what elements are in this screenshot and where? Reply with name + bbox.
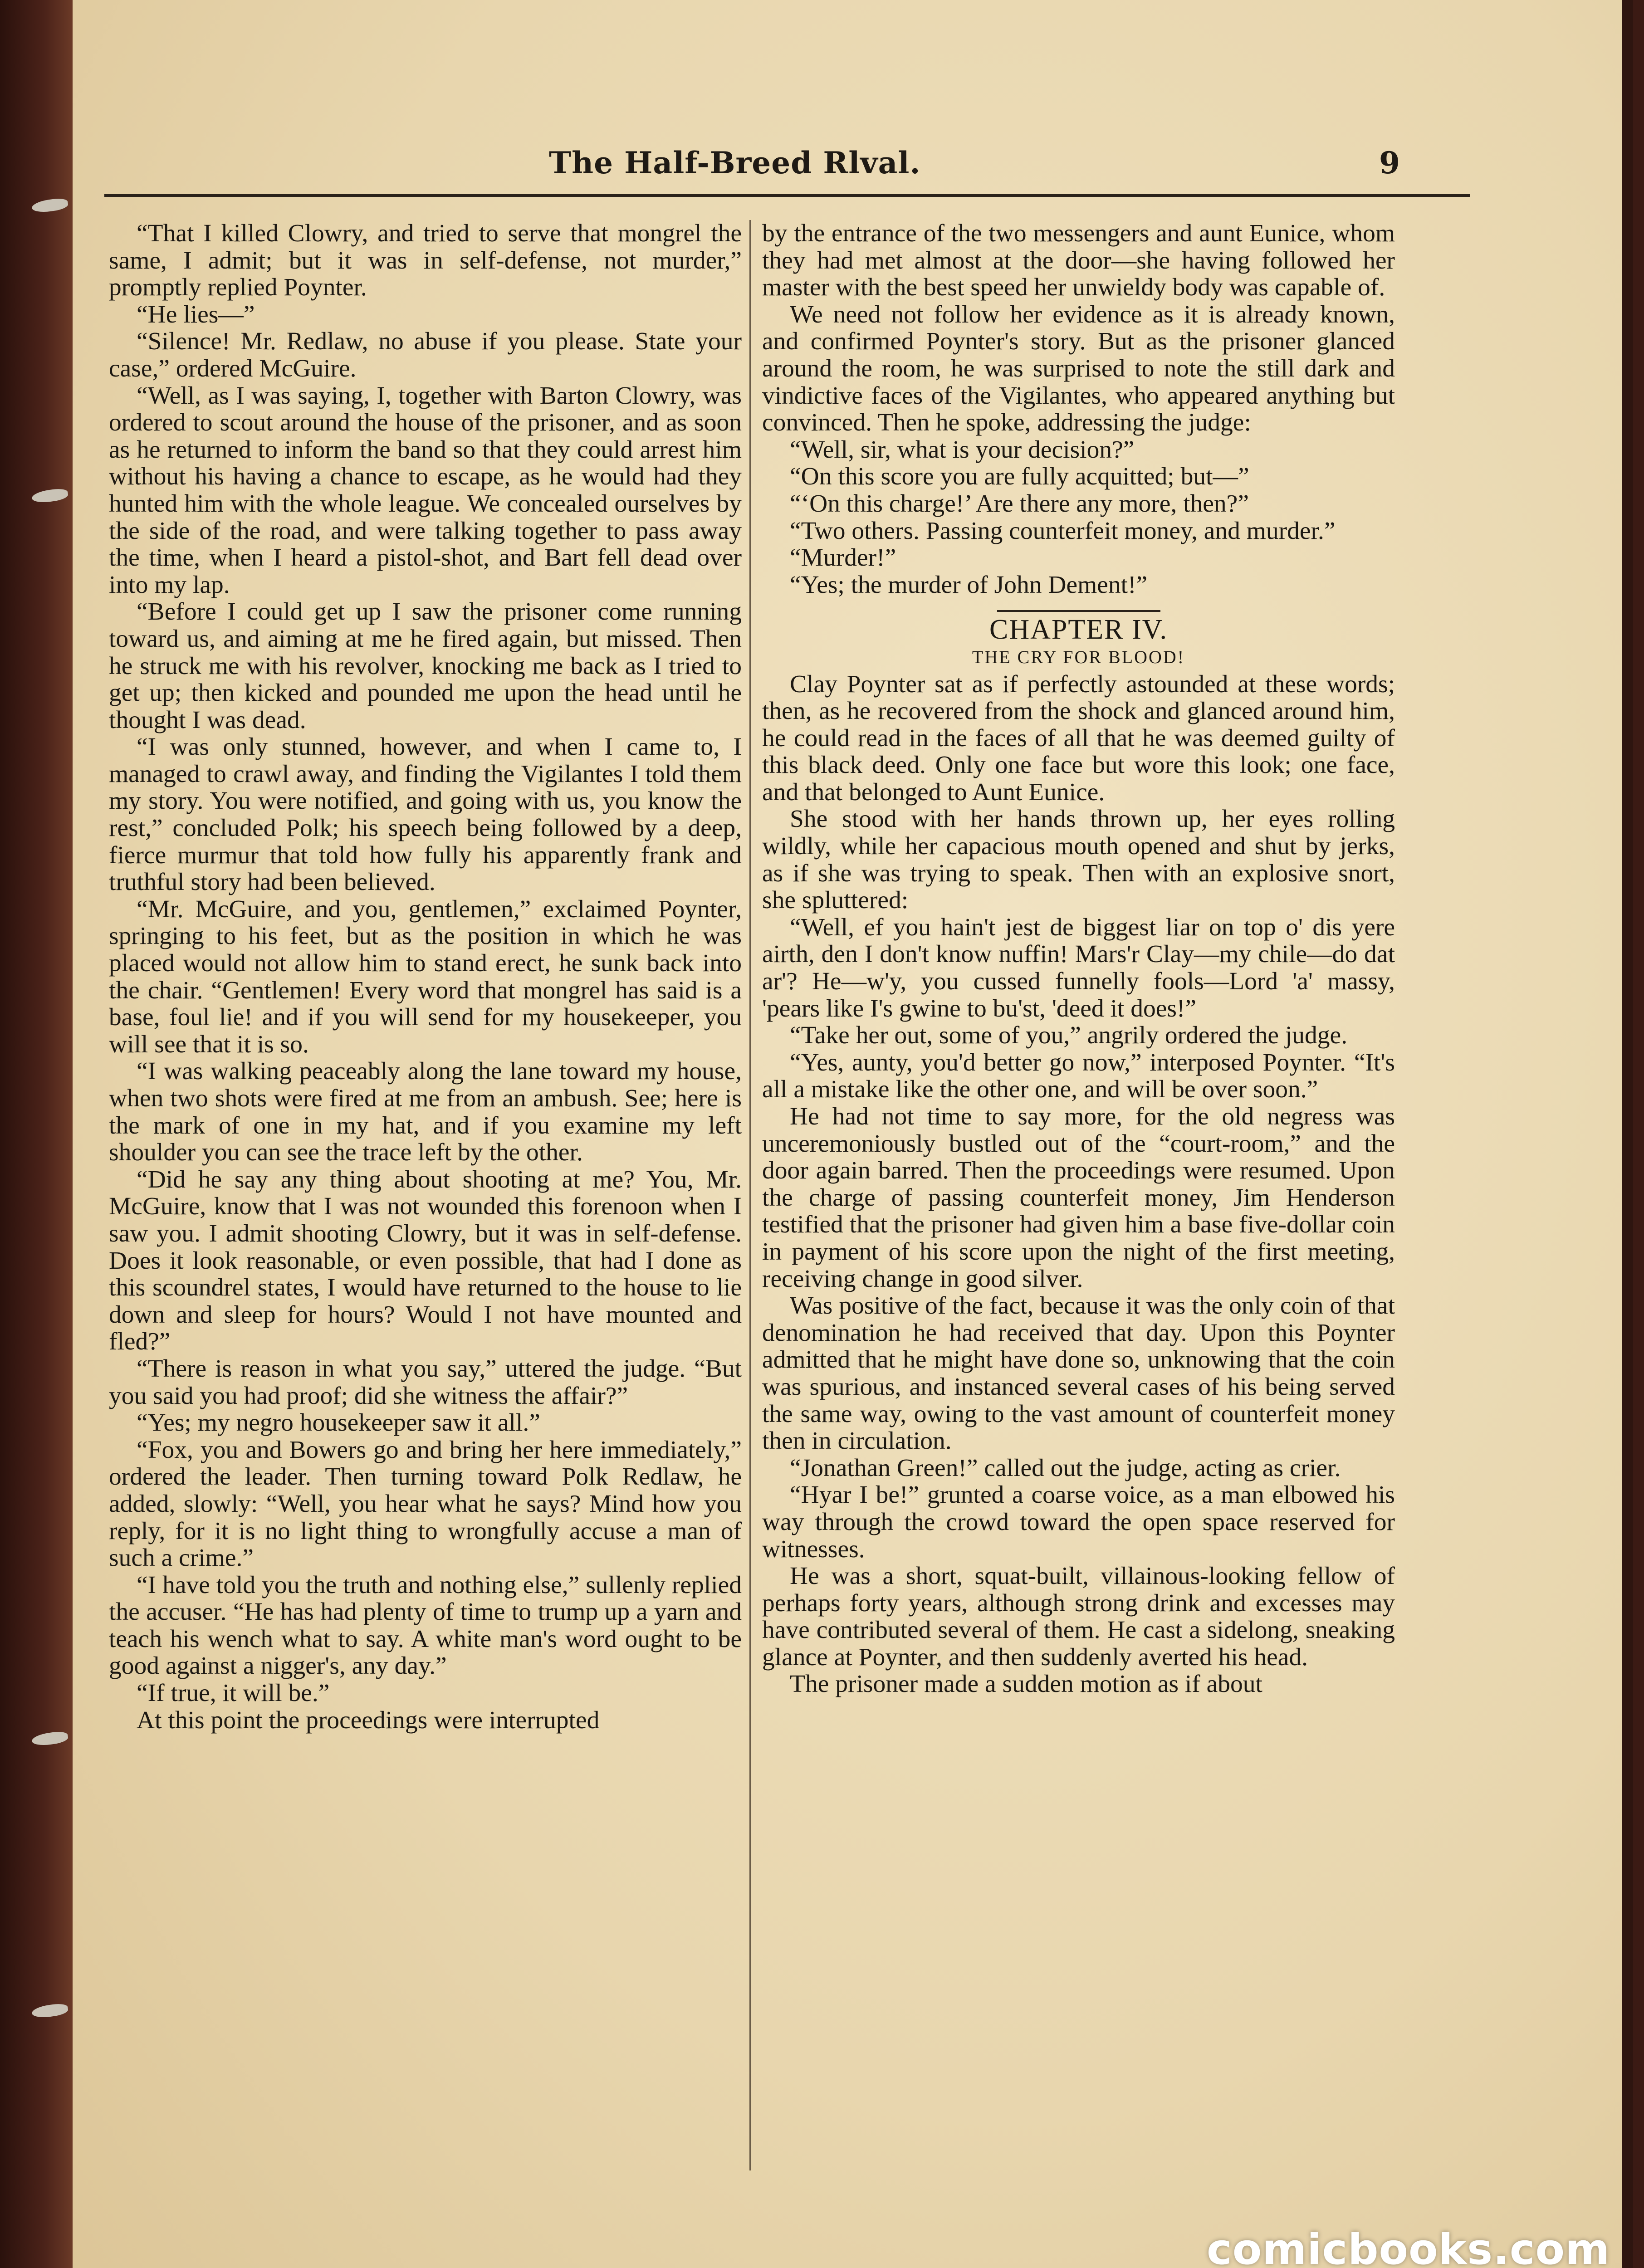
right-column: [762, 220, 1395, 1698]
paragraph: Clay Poynter sat as if perfectly astounded at these words; then, as he recovered from the shock and glanced around him, he could read in the faces of all that he was deemed guilty of this black deed. Only one face but wore this look; one face, and that belonged to Aunt Eunice.: [762, 670, 1395, 806]
paragraph: “Yes; my negro housekeeper saw it all.”: [137, 1409, 540, 1437]
binding-stitch: [31, 1730, 69, 1747]
binding-stitch: [31, 197, 69, 214]
paragraph: “Mr. McGuire, and you, gentlemen,” exclaimed Poynter, springing to his feet, but as the position in which he was placed would not allow him to stand erect, he sunk back into the chair. “Gentlemen! Every word that mongrel has said is a base, foul lie! and if you will send for my housekeeper, you will see that it is so.: [109, 895, 742, 1058]
paragraph: “Did he say any thing about shooting at me? You, Mr. McGuire, know that I was not wounded this forenoon when I saw you. I admit shooting Clowry, but it was in self-defense. Does it look reasonable, or even possible, that had I done as this scoundrel states, I would have returned to the house to lie down and sleep for hours? Would I not have mounted and fled?”: [109, 1165, 742, 1356]
page-number: 9: [1379, 145, 1400, 181]
paragraph: “Before I could get up I saw the prisoner come running toward us, and aiming at me he fired again, but missed. Then he struck me with his revolver, knocking me back as I tried to get up; then kicked and pounded me upon the head until he thought I was dead.: [109, 598, 742, 734]
paragraph: At this point the proceedings were interrupted: [137, 1706, 600, 1734]
paragraph: “If true, it will be.”: [137, 1679, 330, 1707]
chapter-heading: CHAPTER IV.: [989, 614, 1168, 645]
paragraph: He was a short, squat-built, villainous-looking fellow of perhaps forty years, although strong drink and excesses may have contributed several of them. He cast a sidelong, sneaking glance at Poynter, and then suddenly averted his head.: [762, 1562, 1395, 1671]
paragraph: “Two others. Passing counterfeit money, and murder.”: [790, 517, 1336, 545]
paragraph: “Well, as I was saying, I, together with Barton Clowry, was ordered to scout around the house of the prisoner, and as soon as he returned to inform the band so that they could arrest him without his having a chance to escape, as he would had they hunted him with the whole league. We concealed ourselves by the side of the road, and were talking together to pass away the time, when I heard a pistol-shot, and Bart fell dead over into my lap.: [109, 381, 742, 599]
left-column: [109, 220, 742, 1734]
running-title: The Half-Breed Rlval.: [549, 145, 921, 181]
paragraph: “I was walking peaceably along the lane toward my house, when two shots were fired at me from an ambush. See; here is the mark of one in my hat, and if you examine my left shoulder you can see the trace left by the other.: [109, 1057, 742, 1167]
paragraph: We need not follow her evidence as it is already known, and confirmed Poynter's story. But as the prisoner glanced around the room, he was surprised to note the still dark and vindictive faces of the Vigilantes, who appeared anything but convinced. Then he spoke, addressing the judge:: [762, 300, 1395, 437]
paragraph: The prisoner made a sudden motion as if about: [790, 1670, 1262, 1698]
book-binding: [0, 0, 73, 2268]
paragraph: “There is reason in what you say,” uttered the judge. “But you said you had proof; did she witness the affair?”: [109, 1354, 742, 1410]
paragraph: “Well, sir, what is your decision?”: [790, 435, 1135, 464]
paragraph: Was positive of the fact, because it was the only coin of that denomination he had received that day. Upon this Poynter admitted that he might have done so, unknowing that the coin was spurious, and instanced several cases of his being served the same way, owing to the vast amount of counterfeit money then in circulation.: [762, 1292, 1395, 1455]
paragraph: “Fox, you and Bowers go and bring her here immediately,” ordered the leader. Then turning toward Polk Redlaw, he added, slowly: “Well, you hear what he says? Mind how you reply, for it is no light thing to wrongfully accuse a man of such a crime.”: [109, 1436, 742, 1572]
paragraph: “I have told you the truth and nothing else,” sullenly replied the accuser. “He has had plenty of time to trump up a yarn and teach his wench what to say. A white man's word ought to be good against a nigger's, any day.”: [109, 1571, 742, 1680]
paragraph: “I was only stunned, however, and when I came to, I managed to crawl away, and finding the Vigilantes I told them my story. You were notified, and going with us, you know the rest,” concluded Polk; his speech being followed by a deep, fierce murmur that told how fully his apparently frank and truthful story had been believed.: [109, 733, 742, 896]
chapter-rule: [997, 610, 1160, 612]
paragraph: “Well, ef you hain't jest de biggest liar on top o' dis yere airth, den I don't know nuffin! Mars'r Clay—my chile—do dat ar'? He—w'y, you cussed funnelly fools—Lord 'a' massy, 'pears like I's gwine to bu'st, 'deed it does!”: [762, 913, 1395, 1022]
paragraph: He had not time to say more, for the old negress was unceremoniously bustled out of the “court-room,” and the door again barred. Then the proceedings were resumed. Upon the charge of passing counterfeit money, Jim Henderson testified that the prisoner had given him a base five-dollar coin in payment of his score upon the night of the first meeting, receiving change in good silver.: [762, 1103, 1395, 1293]
binding-stitch: [31, 2003, 69, 2019]
paragraph: “On this score you are fully acquitted; but—”: [790, 463, 1249, 491]
paragraph: “Yes; the murder of John Dement!”: [790, 571, 1148, 599]
paragraph: “‘On this charge!’ Are there any more, then?”: [790, 489, 1249, 518]
paragraph: “Hyar I be!” grunted a coarse voice, as a man elbowed his way through the crowd toward the open space reserved for witnesses.: [762, 1481, 1395, 1563]
chapter-title: THE CRY FOR BLOOD!: [972, 646, 1185, 667]
paragraph: “Murder!”: [790, 544, 896, 572]
binding-stitch: [31, 488, 69, 504]
site-watermark: comicbooks.com: [1207, 2225, 1610, 2268]
paragraph: “Jonathan Green!” called out the judge, acting as crier.: [790, 1454, 1341, 1482]
page-edge: [1622, 0, 1633, 2268]
header-rule: [104, 194, 1470, 197]
paragraph: “Silence! Mr. Redlaw, no abuse if you please. State your case,” ordered McGuire.: [109, 327, 742, 382]
paragraph: by the entrance of the two messengers and aunt Eunice, whom they had met almost at the door—she having followed her master with the best speed her unwieldy body was capable of.: [762, 220, 1395, 302]
paragraph: “He lies—”: [137, 300, 255, 328]
paragraph: “Yes, aunty, you'd better go now,” interposed Poynter. “It's all a mistake like the other one, and will be over soon.”: [762, 1048, 1395, 1104]
paragraph: “That I killed Clowry, and tried to serve that mongrel the same, I admit; but it was in self-defense, not murder,” promptly replied Poynter.: [109, 220, 742, 302]
column-divider: [749, 220, 751, 2170]
paragraph: “Take her out, some of you,” angrily ordered the judge.: [790, 1022, 1348, 1050]
paragraph: She stood with her hands thrown up, her eyes rolling wildly, while her capacious mouth opened and shut by jerks, as if she was trying to speak. Then with an explosive snort, she spluttered:: [762, 805, 1395, 914]
